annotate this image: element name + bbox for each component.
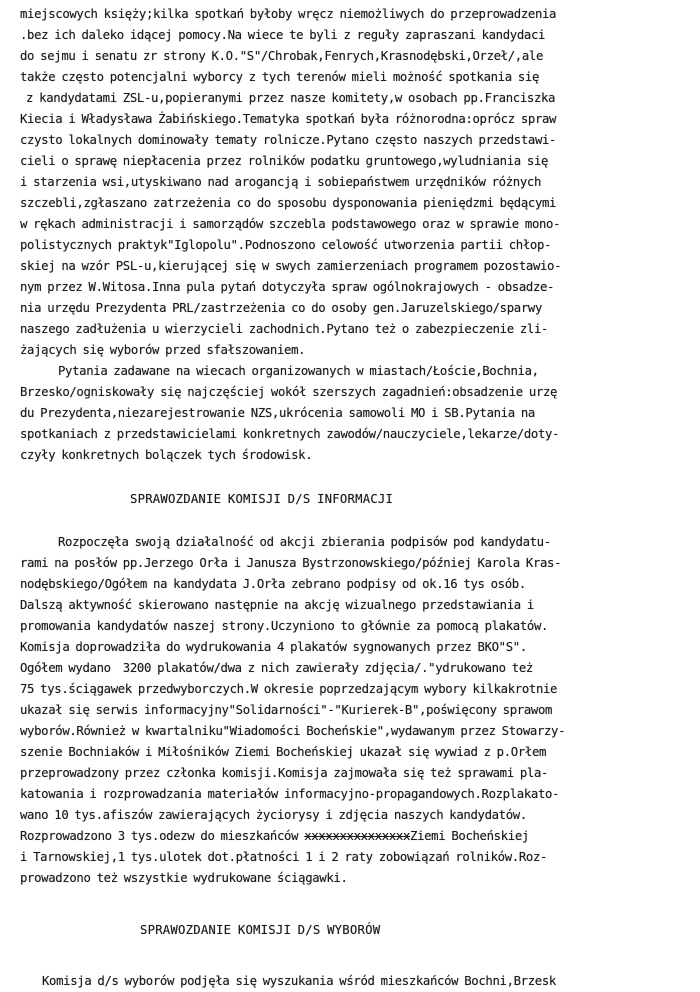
text-line: promowania kandydatów naszej strony.Uczyniono to głównie za pomocą plakatów. — [20, 619, 549, 633]
text-line: du Prezydenta,niezarejestrowanie NZS,ukrócenia samowoli MO i SB.Pytania na — [20, 406, 535, 420]
text-line: także często potencjalni wyborcy z tych terenów mieli możność spotkania się — [20, 70, 540, 84]
text-line: katowania i rozprowadzania materiałów informacyjno-propagandowych.Rozplakato- — [20, 787, 560, 801]
text-line: Komisja d/s wyborów podjęła się wyszukania wśród mieszkańców Bochni,Brzesk — [42, 974, 556, 988]
text-line: cieli o sprawę niepłacenia przez rolników podatku gruntowego,wyludniania się — [20, 154, 549, 168]
text-line-with-strikeout — [20, 826, 694, 847]
text-line: wyborów.Również w kwartalniku"Wiadomości Bocheńskie",wydawanym przez Stowarzy- — [20, 724, 566, 738]
text-line: z kandydatami ZSL-u,popieranymi przez nasze komitety,w osobach pp.Franciszka — [20, 91, 556, 105]
text-line: Pytania zadawane na wiecach organizowanych w miastach/Łoście,Bochnia, — [58, 364, 539, 378]
text-line: nodębskiego/Ogółem na kandydata J.Orła zebrano podpisy od ok.16 tys osób. — [20, 577, 526, 591]
text-line: do sejmu i senatu zr strony K.O."S"/Chrobak,Fenrych,Krasnodębski,Orzeł/,ale — [20, 49, 544, 63]
text-line: szenie Bochniaków i Miłośników Ziemi Bocheńskiej ukazał się wywiad z p.Orłem — [20, 745, 547, 759]
text-line: wano 10 tys.afiszów zawierających życiorysy i zdjęcia naszych kandydatów. — [20, 808, 527, 822]
text-segment: Rozprowadzono 3 tys.odezw do mieszkańców — [20, 829, 305, 843]
paragraph-meetings — [20, 4, 694, 361]
text-line: żających się wyborów przed sfałszowaniem. — [20, 343, 306, 357]
text-line: nym przez W.Witosa.Inna pula pytań dotyczyła spraw ogólnokrajowych - obsadze- — [20, 280, 555, 294]
text-line: rami na posłów pp.Jerzego Orła i Janusza Bystrzonowskiego/później Karola Kras- — [20, 556, 562, 570]
text-line: i starzenia wsi,utyskiwano nad arogancją i sobiepaństwem urzędników różnych — [20, 175, 542, 189]
text-line: Ogółem wydano 3200 plakatów/dwa z nich zawierały zdjęcia/."ydrukowano też — [20, 661, 533, 675]
text-line: skiej na wzór PSL-u,kierującej się w swych zamierzeniach programem pozostawio- — [20, 259, 562, 273]
text-line: Rozpoczęła swoją działalność od akcji zbierania podpisów pod kandydatu- — [58, 535, 551, 549]
text-line: naszego zadłużenia u wierzycieli zachodnich.Pytano też o zabezpieczenie zli- — [20, 322, 549, 336]
text-line: w rękach administracji i samorządów szczebla podstawowego oraz w sprawie mono- — [20, 217, 561, 231]
text-line: czysto lokalnych dominowały tematy rolnicze.Pytano często naszych przedstawi- — [20, 133, 557, 147]
text-line: 75 tys.ściągawek przedwyborczych.W okresie poprzedzającym wybory kilkakrotnie — [20, 682, 558, 696]
text-line: Brzesko/ogniskowały się najczęściej wokół szerszych zagadnień:obsadzenie urzę — [20, 385, 558, 399]
text-line: Dalszą aktywność skierowano następnie na akcję wizualnego przedstawiania i — [20, 598, 534, 612]
text-line: miejscowych księży;kilka spotkań byłoby wręcz niemożliwych do przeprowadzenia — [20, 7, 557, 21]
struck-out-text: xxxxxxxxxxxxxxx — [304, 829, 411, 843]
paragraph-information-commission — [20, 532, 694, 889]
paragraph-city-meetings — [20, 361, 694, 466]
text-line: i Tarnowskiej,1 tys.ulotek dot.płatności 1 i 2 raty zobowiązań rolników.Roz- — [20, 850, 548, 864]
text-line: przeprowadzony przez członka komisji.Komisja zajmowała się też sprawami pla- — [20, 766, 549, 780]
text-segment: Ziemi Bocheńskiej — [410, 829, 529, 843]
text-line: polistycznych praktyk"Iglopolu".Podnoszono celowość utworzenia partii chłop- — [20, 238, 552, 252]
text-line: czyły konkretnych bolączek tych środowisk. — [20, 448, 313, 462]
text-line: szczebli,zgłaszano zatrzeżenia co do sposobu dysponowania pieniędzmi będącymi — [20, 196, 557, 210]
text-line: nia urzędu Prezydenta PRL/zastrzeżenia co do osoby gen.Jaruzelskiego/sparwy — [20, 301, 543, 315]
text-line: prowadzono też wszystkie wydrukowane ściągawki. — [20, 871, 348, 885]
text-line: spotkaniach z przedstawicielami konkretnych zawodów/nauczyciele,lekarze/doty- — [20, 427, 560, 441]
text-line: ukazał się serwis informacyjny"Solidarności"-"Kurierek-B",poświęcony sprawom — [20, 703, 553, 717]
text-line: Kiecia i Władysława Żabińskiego.Tematyka spotkań była różnorodna:oprócz spraw — [20, 112, 557, 126]
section-heading-elections: SPRAWOZDANIE KOMISJI D/S WYBORÓW — [140, 923, 381, 937]
section-heading-information: SPRAWOZDANIE KOMISJI D/S INFORMACJI — [130, 492, 394, 506]
text-line: Komisja doprowadziła do wydrukowania 4 plakatów sygnowanych przez BKO"S". — [20, 640, 527, 654]
text-line: .bez ich daleko idącej pomocy.Na wiece te byli z reguły zapraszani kandydaci — [20, 28, 546, 42]
